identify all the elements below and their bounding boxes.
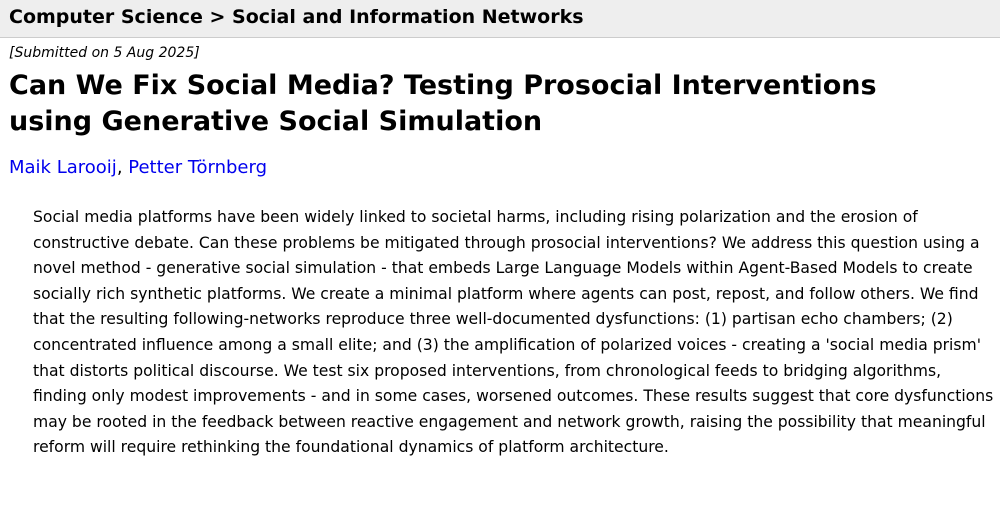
author-link[interactable]: Petter Törnberg [128,157,268,178]
author-list [9,157,267,178]
submission-date: [Submitted on 5 Aug 2025] [9,45,200,61]
breadcrumb: Computer Science > Social and Information Networks [9,6,584,28]
subject-header-bar [0,0,1000,38]
abstract: Social media platforms have been widely linked to societal harms, including rising polarization and the erosion of constructive debate. Can these problems be mitigated through prosocial interventions? We address this question using a novel method - generative social simulation - that embeds Large Language Models within Agent-Based Models to create socially rich synthetic platforms. We create a minimal platform where agents can post, repost, and follow others. We find that the resulting following-networks reproduce three well-documented dysfunctions: (1) partisan echo chambers; (2) concentrated influence among a small elite; and (3) the amplification of polarized voices - creating a 'social media prism' that distorts political discourse. We test six proposed interventions, from chronological feeds to bridging algorithms, finding only modest improvements - and in some cases, worsened outcomes. These results suggest that core dysfunctions may be rooted in the feedback between reactive engagement and network growth, raising the possibility that meaningful reform will require rethinking the foundational dynamics of platform architecture. [33,208,994,457]
author-link[interactable]: Maik Larooij [9,157,117,178]
paper-title: Can We Fix Social Media? Testing Prosocial Interventions using Generative Social Simulation [9,70,877,137]
author-separator: , [116,157,129,178]
